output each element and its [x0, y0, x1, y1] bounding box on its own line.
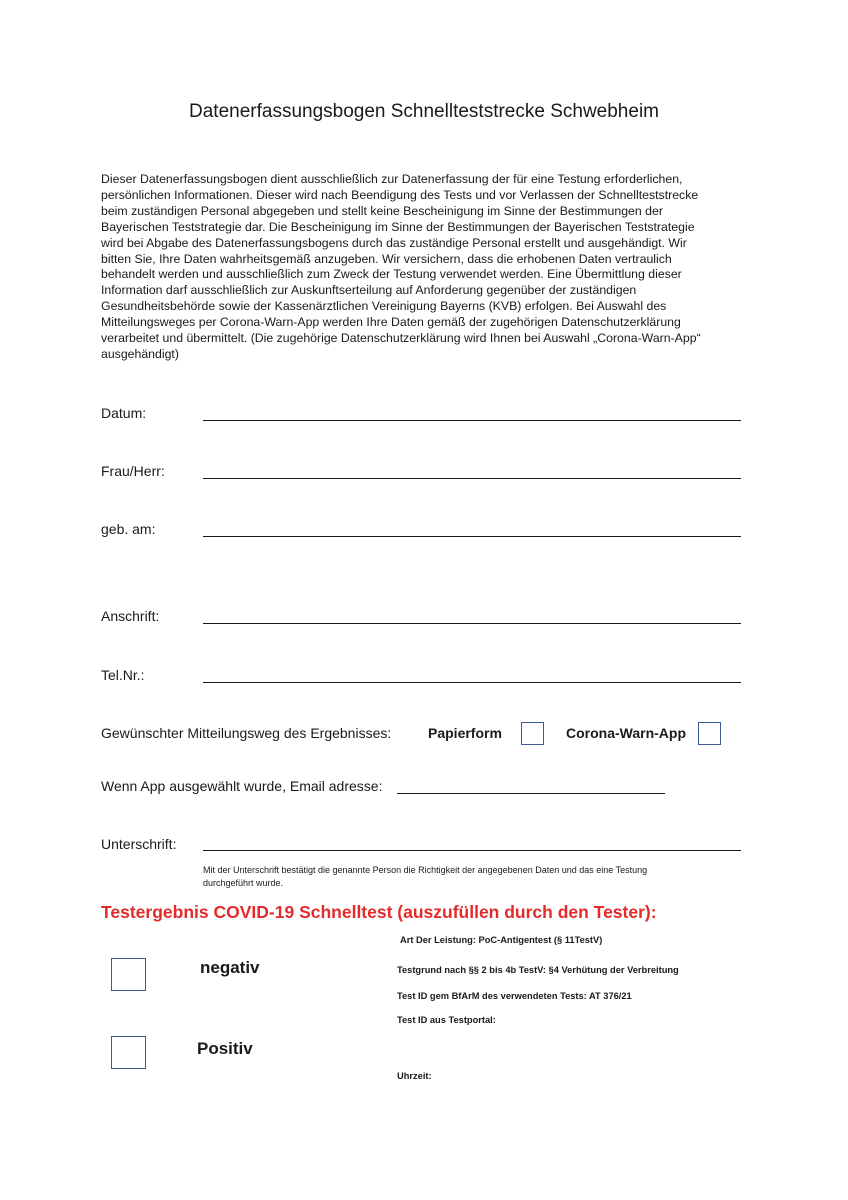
- positive-label: Positiv: [197, 1039, 253, 1058]
- signature-note-line: durchgeführt wurde.: [203, 878, 284, 888]
- intro-paragraph: [101, 172, 751, 363]
- intro-line: Dieser Datenerfassungsbogen dient ausschließlich zur Datenerfassung der für eine Testung erforderlichen,: [101, 172, 683, 186]
- datum-label: Datum:: [101, 405, 147, 421]
- intro-line: Information darf ausschließlich zur Auskunftserteilung auf Anforderung gegenüber der zuständigen: [101, 283, 637, 298]
- intro-line: persönlichen Informationen. Dieser wird nach Beendigung des Tests und vor Verlassen der Schnellteststrecke: [101, 187, 699, 202]
- paper-checkbox[interactable]: [521, 722, 544, 745]
- negative-label: negativ: [200, 958, 260, 977]
- positive-checkbox[interactable]: [111, 1036, 146, 1069]
- phone-label: Tel.Nr.:: [101, 667, 145, 683]
- intro-line: behandelt werden und ausschließlich zum Zweck der Testung verwendet werden. Eine Übermittlung dieser: [101, 267, 682, 282]
- signature-field[interactable]: [203, 850, 741, 851]
- intro-line: Gesundheitsbehörde sowie der Kassenärztlichen Vereinigung Bayerns (KVB) erfolgen. Bei Auswahl des: [101, 299, 667, 314]
- phone-field[interactable]: [203, 682, 741, 683]
- intro-line: wird bei Abgabe des Datenerfassungsbogens durch das zuständige Personal erstellt und ausgehändigt. Wir: [101, 235, 687, 250]
- testgrund: Testgrund nach §§ 2 bis 4b TestV: §4 Verhütung der Verbreitung: [397, 965, 679, 975]
- name-label: Frau/Herr:: [101, 463, 165, 479]
- app-checkbox[interactable]: [698, 722, 721, 745]
- test-id-portal: Test ID aus Testportal:: [397, 1015, 496, 1025]
- birthdate-label: geb. am:: [101, 521, 156, 537]
- test-id-bfarm: Test ID gem BfArM des verwendeten Tests: AT 376/21: [397, 991, 632, 1001]
- name-field[interactable]: [203, 478, 741, 479]
- email-label: Wenn App ausgewählt wurde, Email adresse:: [101, 778, 383, 794]
- mitteilung-label: Gewünschter Mitteilungsweg des Ergebnisses:: [101, 725, 392, 741]
- negative-checkbox[interactable]: [111, 958, 146, 991]
- page-title: Datenerfassungsbogen Schnellteststrecke Schwebheim: [189, 101, 659, 122]
- intro-line: beim zuständigen Personal abgegeben und stellt keine Bescheinigung im Sinne der Bestimmungen der: [101, 203, 663, 218]
- intro-line: Bayerischen Teststrategie dar. Die Bescheinigung im Sinne der Bestimmungen der Bayerischen Teststrategie: [101, 219, 695, 234]
- address-label: Anschrift:: [101, 608, 160, 624]
- intro-line: ausgehändigt): [101, 346, 179, 361]
- email-field[interactable]: [397, 793, 665, 794]
- intro-line: Mitteilungsweges per Corona-Warn-App werden Ihre Daten gemäß der zugehörigen Datenschutzerklärung: [101, 315, 681, 330]
- birthdate-field[interactable]: [203, 536, 741, 537]
- intro-line: verarbeitet und übermittelt. (Die zugehörige Datenschutzerklärung wird Ihnen bei Auswahl „Corona-Warn-App“: [101, 331, 701, 346]
- signature-note: [203, 864, 743, 890]
- intro-line: bitten Sie, Ihre Daten wahrheitsgemäß anzugeben. Wir versichern, dass die erhobenen Daten vertraulich: [101, 251, 672, 266]
- option-paper-label: Papierform: [428, 725, 502, 741]
- option-app-label: Corona-Warn-App: [566, 725, 687, 741]
- signature-note-line: Mit der Unterschrift bestätigt die genannte Person die Richtigkeit der angegebenen Daten und das eine Testung: [203, 865, 648, 875]
- address-field[interactable]: [203, 623, 741, 624]
- datum-field[interactable]: [203, 420, 741, 421]
- uhrzeit-label: Uhrzeit:: [397, 1071, 432, 1081]
- signature-label: Unterschrift:: [101, 836, 177, 852]
- art-der-leistung: Art Der Leistung: PoC-Antigentest (§ 11TestV): [400, 935, 603, 945]
- result-heading: Testergebnis COVID-19 Schnelltest (auszufüllen durch den Tester):: [101, 902, 657, 922]
